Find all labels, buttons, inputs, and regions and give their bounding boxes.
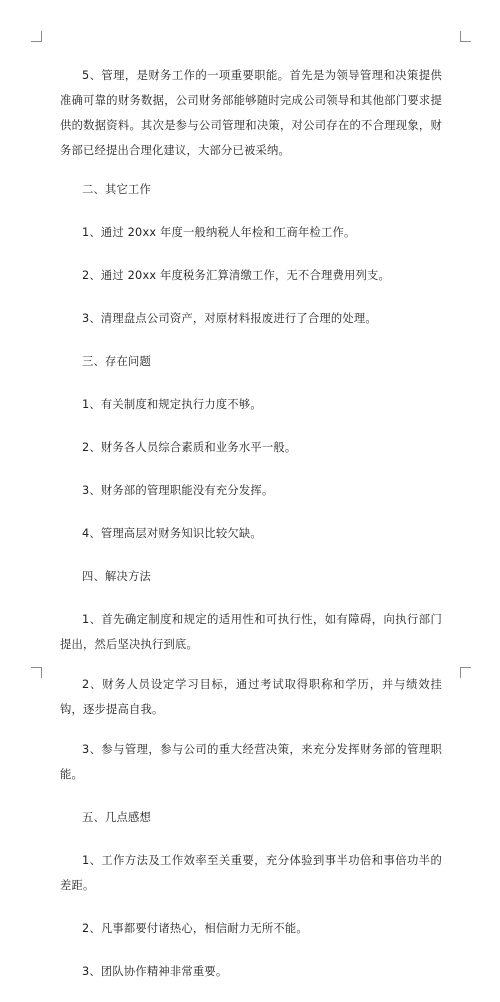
list-item: 3、团队协作精神非常重要。	[82, 965, 228, 978]
paragraph-management: 5、管理，是财务工作的一项重要职能。首先是为领导管理和决策提供准确可靠的财务数据，公司财务部能够随时完成公司领导和其他部门要求提供的数据资料。其次是参与公司管理和决策，对公司存在的不合理现象，财务部已经提出合理化建议，大部分已被采纳。	[60, 69, 442, 157]
list-item: 2、通过 20xx 年度税务汇算清缴工作，无不合理费用列支。	[82, 269, 390, 282]
list-item: 4、管理高层对财务知识比较欠缺。	[82, 527, 262, 540]
list-item: 3、清理盘点公司资产，对原材料报废进行了合理的处理。	[82, 312, 377, 325]
section-heading-problems: 三、存在问题	[82, 355, 151, 368]
crop-mark-top-left	[31, 31, 42, 42]
list-item: 2、凡事都要付诸热心，相信耐力无所不能。	[82, 922, 308, 935]
section-heading-solutions: 四、解决方法	[82, 570, 151, 583]
crop-mark-bottom-right	[460, 667, 471, 678]
list-item: 3、财务部的管理职能没有充分发挥。	[82, 484, 274, 497]
crop-mark-bottom-left	[31, 667, 42, 678]
list-item: 2、财务人员设定学习目标，通过考试取得职称和学历，并与绩效挂钩，逐步提高自我。	[60, 678, 442, 716]
list-item: 2、财务各人员综合素质和业务水平一般。	[82, 441, 297, 454]
list-item: 1、工作方法及工作效率至关重要，充分体验到事半功倍和事倍功半的差距。	[60, 854, 442, 892]
document-body	[60, 63, 442, 1002]
list-item: 1、有关制度和规定执行力度不够。	[82, 398, 262, 411]
section-heading-reflections: 五、几点感想	[82, 811, 151, 824]
crop-mark-top-right	[460, 31, 471, 42]
list-item: 1、通过 20xx 年度一般纳税人年检和工商年检工作。	[82, 226, 356, 239]
section-heading-other-work: 二、其它工作	[82, 183, 151, 196]
list-item: 1、首先确定制度和规定的适用性和可执行性，如有障碍，向执行部门提出，然后坚决执行到底。	[60, 613, 442, 651]
list-item: 3、参与管理，参与公司的重大经营决策，来充分发挥财务部的管理职能。	[60, 743, 442, 781]
